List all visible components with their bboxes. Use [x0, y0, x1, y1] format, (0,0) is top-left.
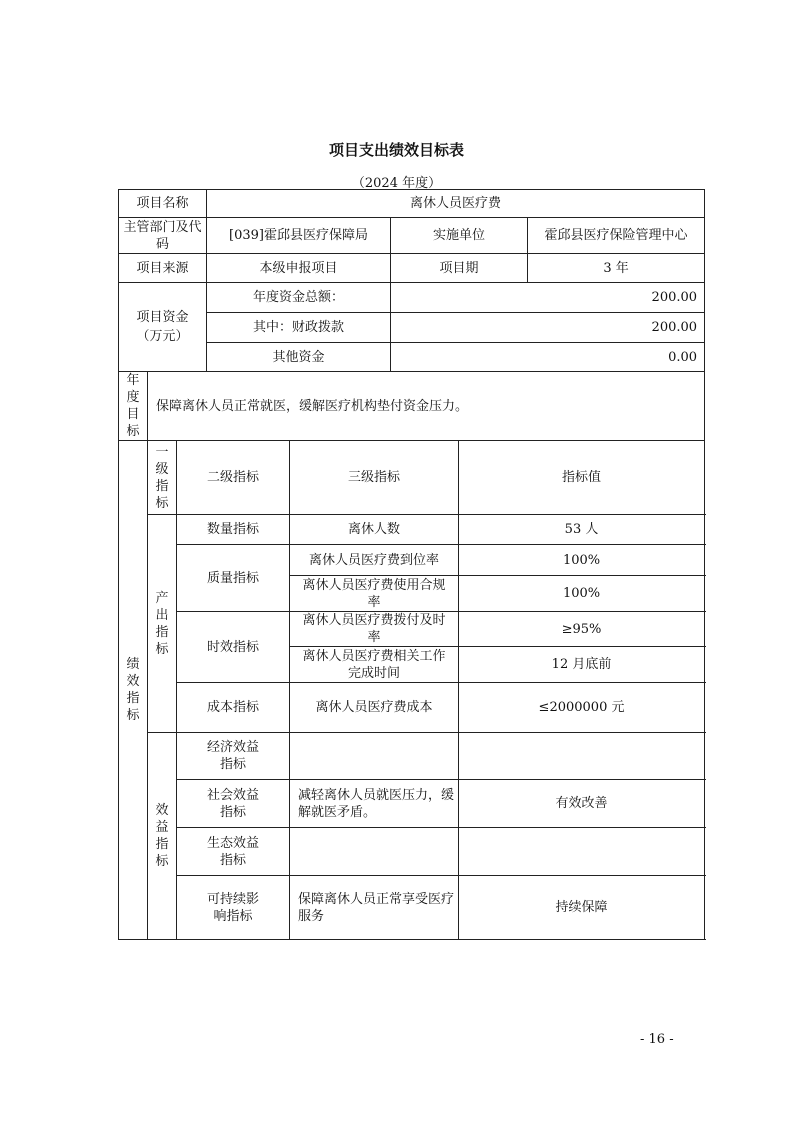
header-level1: 一级指标: [148, 441, 177, 515]
table-row: [119, 254, 705, 283]
fund-fiscal-value: 200.00: [391, 313, 705, 343]
level3-cell: 离休人员医疗费相关工作完成时间: [290, 647, 459, 683]
value-cell: ≥95%: [459, 612, 705, 647]
value-cell: 53 人: [459, 515, 705, 545]
table-row: [119, 780, 705, 828]
value-cell: [459, 828, 705, 876]
fund-other-value: 0.00: [391, 343, 705, 372]
level2-cell: 成本指标: [177, 683, 290, 733]
level2-cell: 质量指标: [177, 545, 290, 612]
dept-value: [039]霍邱县医疗保障局: [207, 218, 391, 254]
header-level2: 二级指标: [177, 441, 290, 515]
level2-cell: 可持续影响指标: [177, 876, 290, 940]
project-name-value: 离休人员医疗费: [207, 190, 705, 218]
table-row: [119, 683, 705, 733]
source-value: 本级申报项目: [207, 254, 391, 283]
value-cell: ≤2000000 元: [459, 683, 705, 733]
value-cell: 100%: [459, 545, 705, 576]
level2-cell: 时效指标: [177, 612, 290, 683]
level2-cell: 经济效益指标: [177, 733, 290, 780]
table-row: [119, 515, 705, 545]
level2-cell: 数量指标: [177, 515, 290, 545]
performance-table: [118, 189, 705, 940]
year-subtitle: （2024 年度）: [351, 176, 442, 191]
annual-goal-value: 保障离休人员正常就医，缓解医疗机构垫付资金压力。: [148, 372, 705, 441]
impl-unit-value: 霍邱县医疗保险管理中心: [528, 218, 705, 254]
table-row: [119, 876, 705, 940]
level3-cell: [290, 733, 459, 780]
table-row: [119, 218, 705, 254]
table-row: [119, 828, 705, 876]
source-label: 项目来源: [119, 254, 207, 283]
value-cell: 100%: [459, 576, 705, 612]
fund-fiscal-label: 其中：财政拨款: [207, 313, 391, 343]
header-value: 指标值: [459, 441, 705, 515]
level3-cell: 保障离休人员正常享受医疗服务: [290, 876, 459, 940]
level3-cell: 离休人员医疗费成本: [290, 683, 459, 733]
project-name-label: 项目名称: [119, 190, 207, 218]
value-cell: [459, 733, 705, 780]
annual-goal-label: 年度目标: [119, 372, 148, 441]
table-row: [119, 612, 705, 647]
table-row: [119, 283, 705, 313]
level2-cell: 社会效益指标: [177, 780, 290, 828]
table-row: [119, 441, 705, 515]
fund-label: 项目资金（万元）: [119, 283, 207, 372]
benefit-indicators-label: 效益指标: [148, 733, 177, 940]
level3-cell: 离休人员医疗费拨付及时率: [290, 612, 459, 647]
impl-unit-label: 实施单位: [391, 218, 528, 254]
level3-cell: 离休人数: [290, 515, 459, 545]
table-row: [119, 313, 705, 343]
header-level3: 三级指标: [290, 441, 459, 515]
fund-total-value: 200.00: [391, 283, 705, 313]
value-cell: 持续保障: [459, 876, 705, 940]
page-title: 项目支出绩效目标表: [328, 141, 464, 159]
level3-cell: [290, 828, 459, 876]
dept-label: 主管部门及代码: [119, 218, 207, 254]
table-row: [119, 343, 705, 372]
level3-cell: 离休人员医疗费到位率: [290, 545, 459, 576]
period-label: 项目期: [391, 254, 528, 283]
table-row: [119, 545, 705, 576]
fund-other-label: 其他资金: [207, 343, 391, 372]
level3-cell: 离休人员医疗费使用合规率: [290, 576, 459, 612]
page-number: - 16 -: [640, 1032, 674, 1047]
output-indicators-label: 产出指标: [148, 515, 177, 733]
fund-total-label: 年度资金总额：: [207, 283, 391, 313]
table-row: [119, 733, 705, 780]
level3-cell: 减轻离休人员就医压力，缓解就医矛盾。: [290, 780, 459, 828]
performance-indicators-label: 绩效指标: [119, 441, 148, 940]
table-row: [119, 190, 705, 218]
table-row: [119, 372, 705, 441]
period-value: 3 年: [528, 254, 705, 283]
value-cell: 有效改善: [459, 780, 705, 828]
value-cell: 12 月底前: [459, 647, 705, 683]
level2-cell: 生态效益指标: [177, 828, 290, 876]
